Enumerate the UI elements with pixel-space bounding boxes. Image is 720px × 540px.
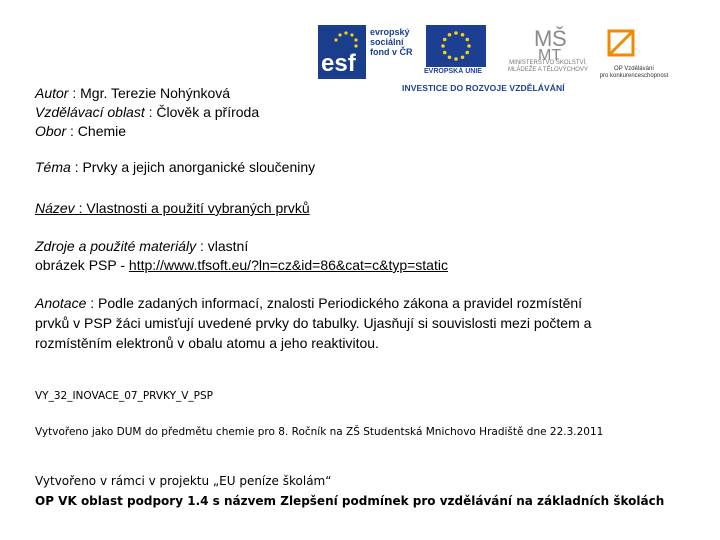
svg-text:M: M: [534, 26, 553, 51]
anotace-text-1: : Podle zadaných informací, znalosti Periodického zákona a pravidel rozmístění: [86, 295, 583, 311]
nazev-value: : Vlastnosti a použití vybraných prvků: [74, 200, 310, 216]
anotace-text-3: rozmístěním elektronů v obalu atomu a jeho reaktivitou.: [35, 335, 379, 351]
opvk-caption: [594, 66, 674, 80]
obor-value: : Chemie: [66, 123, 127, 139]
esf-caption-line: fond v ČR: [370, 47, 413, 57]
eu-caption: EVROPSKÁ UNIE: [424, 68, 482, 75]
nazev-label: Název: [35, 200, 75, 216]
eu-star-icon: [443, 38, 447, 42]
autor-value: : Mgr. Terezie Nohýnková: [68, 85, 231, 101]
eu-star-icon: [461, 33, 465, 37]
zdroje-link[interactable]: http://www.tfsoft.eu/?ln=cz&id=86&cat=c&typ=static: [128, 257, 448, 273]
project-line-2: OP VK oblast podpory 1.4 s názvem Zlepšení podmínek pro vzdělávání na základních školách: [35, 494, 665, 508]
nazev-line: [35, 199, 310, 217]
svg-text:esf: esf: [321, 50, 356, 77]
eu-star-icon: [454, 57, 458, 61]
opvk-caption-line: OP Vzdělávání: [614, 66, 654, 72]
esf-caption: [370, 27, 413, 57]
eu-star-icon: [448, 55, 452, 59]
obor-line: [35, 122, 126, 140]
msmt-caption-line: MLÁDEŽE A TĚLOVÝCHOVY: [508, 67, 588, 73]
obor-label: Obor: [35, 123, 67, 139]
eu-flag-icon: [426, 25, 486, 67]
eu-star-icon: [443, 51, 447, 55]
oblast-label: Vzdělávací oblast: [35, 104, 145, 120]
eu-star-icon: [465, 51, 469, 55]
anotace-text-2: prvků v PSP žáci umisťují uvedené prvky do tabulky. Ujasňují si souvislosti mezi počtem a: [35, 315, 592, 331]
project-line-1: Vytvořeno v rámci v projektu „EU peníze školám“: [35, 474, 332, 488]
eu-star-icon: [448, 33, 452, 37]
zdroje-value: : vlastní: [196, 238, 249, 254]
oblast-line: [35, 103, 259, 121]
zdroje-label: Zdroje a použité materiály: [35, 238, 197, 254]
oblast-value: : Člověk a příroda: [144, 104, 260, 120]
eu-star-icon: [441, 44, 445, 48]
logo-strip: [318, 22, 668, 100]
tema-label: Téma: [35, 159, 71, 175]
material-code: VY_32_INOVACE_07_PRVKY_V_PSP: [35, 390, 213, 402]
investice-slogan: INVESTICE DO ROZVOJE VZDĚLÁVÁNÍ: [402, 83, 565, 93]
tema-line: [35, 158, 315, 176]
msmt-caption-line: MINISTERSTVO ŠKOLSTVÍ,: [509, 60, 587, 66]
opvk-caption-line: pro konkurenceschopnost: [599, 73, 669, 79]
svg-text:Š: Š: [552, 26, 567, 51]
zdroje-line: [35, 237, 248, 255]
esf-logo: [318, 25, 422, 79]
tema-value: : Prvky a jejich anorganické sloučeniny: [70, 159, 316, 175]
esf-caption-line: sociální: [370, 37, 404, 47]
eu-star-icon: [467, 44, 471, 48]
svg-text:MT: MT: [538, 47, 562, 64]
esf-flag-icon: [318, 25, 366, 79]
eu-star-icon: [454, 31, 458, 35]
eu-star-icon: [465, 38, 469, 42]
anotace-line1: [35, 294, 582, 312]
eu-star-icon: [461, 55, 465, 59]
autor-label: Autor: [35, 85, 69, 101]
zdroje-line2: [35, 256, 448, 274]
esf-caption-line: evropský: [370, 27, 410, 37]
autor-line: [35, 84, 230, 102]
dum-created-note: Vytvořeno jako DUM do předmětu chemie pro 8. Ročník na ZŠ Studentská Mnichovo Hradiště dne 22.3.2011: [35, 426, 604, 438]
anotace-label: Anotace: [35, 295, 87, 311]
zdroje-prefix: obrázek PSP -: [35, 257, 129, 273]
opvk-logo-icon: [606, 28, 636, 58]
msmt-caption: [498, 60, 598, 74]
